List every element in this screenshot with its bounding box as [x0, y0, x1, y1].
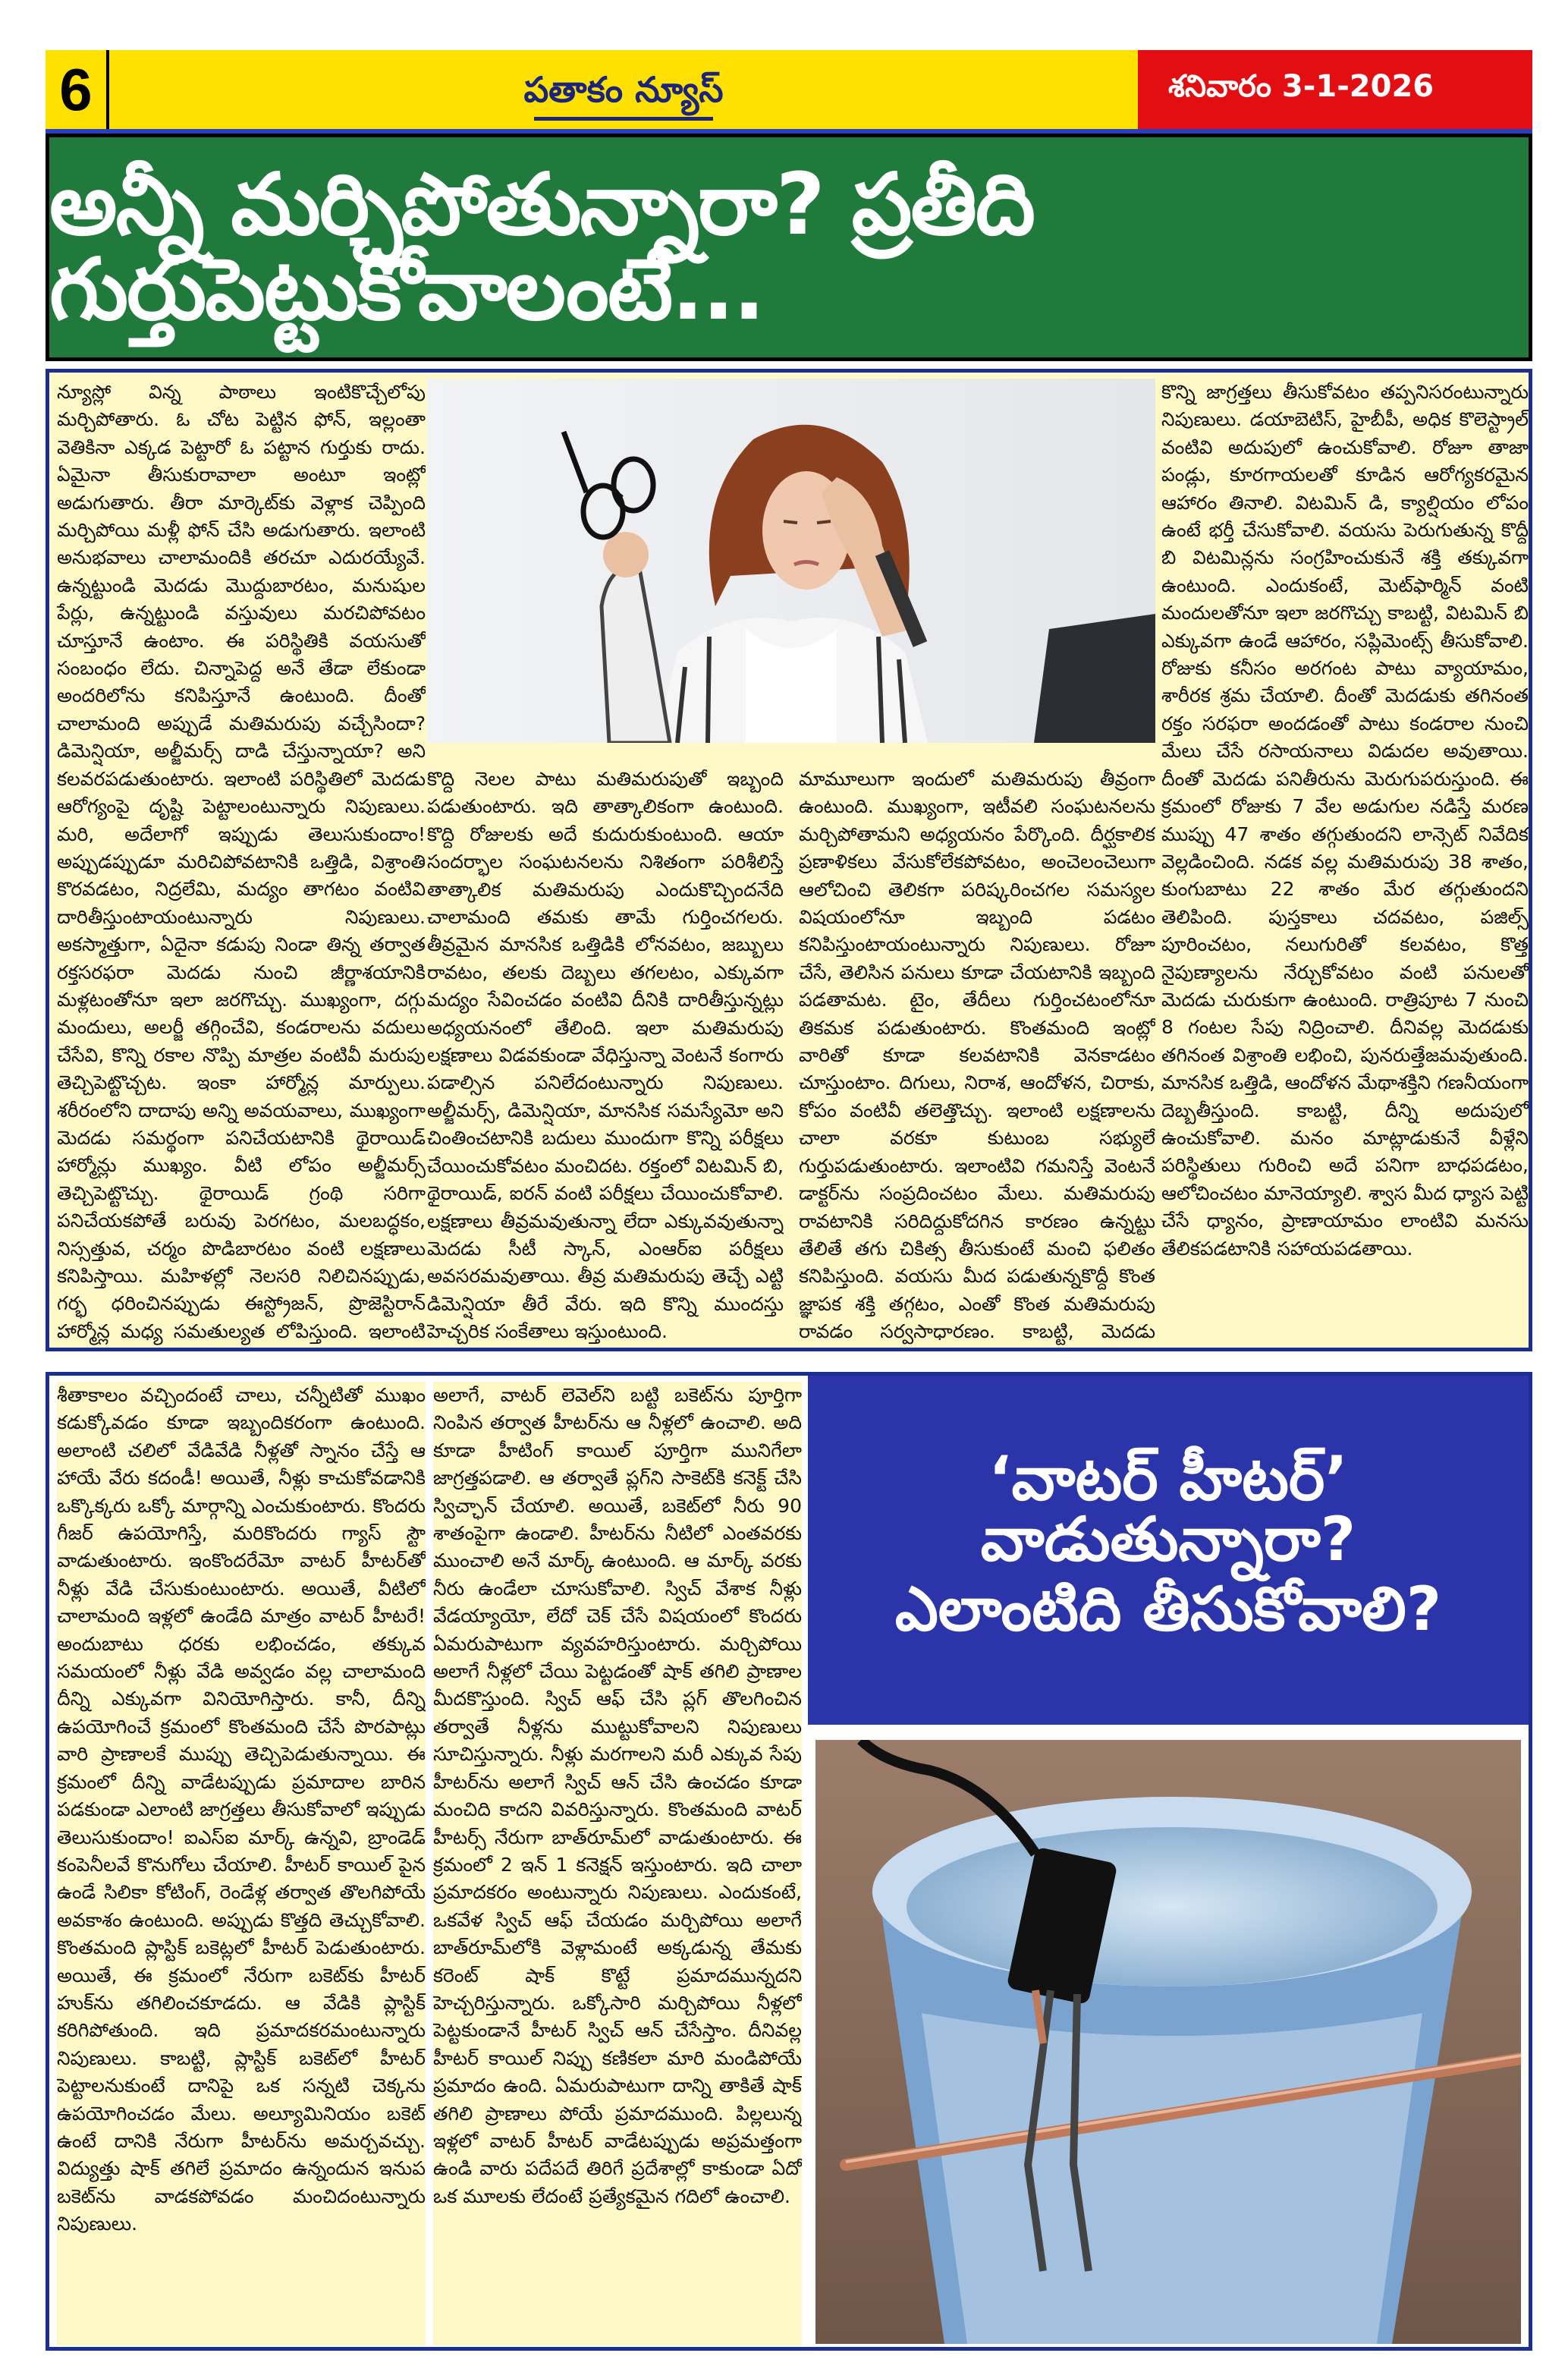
paper-name-band	[109, 50, 1138, 129]
main-headline-box	[46, 134, 1532, 361]
headline-line-2: ఎలాంటిది తీసుకోవాలి?	[894, 1574, 1442, 1644]
article-column-2: అలాగే, వాటర్ లెవెల్‌ని బట్టి బకెట్‌ను పూర్తిగా నింపిన తర్వాత హీటర్‌ను ఆ నీళ్లలో ఉంచాలి. అది కూడా హీటింగ్ కాయిల్ పూర్తిగా మునిగేలా జాగ్రత్తపడాలి. ఆ తర్వాతే ప్లగ్‌ని సాకెట్‌కి కనెక్ట్ చేసి స్విచ్ఛాన్ చేయాలి. అయితే, బకెట్‌లో నీరు 90 శాతంపైగా ఉండాలి. హీటర్‌ను నీటిలో ఎంతవరకు ముంచాలి అనే మార్క్ ఉంటుంది. ఆ మార్క్ వరకు నీరు ఉండేలా చూసుకోవాలి. స్విచ్ వేశాక నీళ్లు వేడయ్యాయో, లేదో చెక్ చేసే విషయంలో కొందరు ఏమరుపాటుగా వ్యవహరిస్తుంటారు. మర్చిపోయి అలాగే నీళ్లలో చేయి పెట్టడంతో షాక్ తగిలి ప్రాణాల మీదకొస్తుంది. స్విచ్ ఆఫ్ చేసి ప్లగ్ తొలగించిన తర్వాతే నీళ్లను ముట్టుకోవాలని నిపుణులు సూచిస్తున్నారు. నీళ్లు మరగాలని మరీ ఎక్కువ సేపు హీటర్‌ను అలాగే స్విచ్ ఆన్ చేసి ఉంచడం కూడా మంచిది కాదని వివరిస్తున్నారు. కొంతమంది వాటర్ హీటర్స్ నేరుగా బాత్‌రూమ్‌లో వాడుతుంటారు. ఈ క్రమంలో 2 ఇన్ 1 కనెక్షన్ ఇస్తుంటారు. ఇది చాలా ప్రమాదకరం అంటున్నారు నిపుణులు. ఎందుకంటే, ఒకవేళ స్విచ్ ఆఫ్ చేయడం మర్చిపోయి అలాగే బాత్‌రూమ్‌లోకి వెళ్లామంటే అక్కడున్న తేమకు కరెంట్ షాక్ కొట్టే ప్రమాదమున్నదని హెచ్చరిస్తున్నారు. ఒక్కోసారి మర్చిపోయి నీళ్లలో పెట్టకుండానే హీటర్ స్విచ్ ఆన్ చేసేస్తాం. దీనివల్ల హీటర్ కాయిల్ నిప్పు కణికలా మారి మండిపోయే ప్రమాదం ఉంది. ఏమరుపాటుగా దాన్ని తాకితే షాక్ తగిలి ప్రాణాలు పోయే ప్రమాదముంది. పిల్లలున్న ఇళ్లలో వాటర్ హీటర్ వాడేటప్పుడు అప్రమత్తంగా ఉండి వారు పదేపదే తిరిగే ప్రదేశాల్లో కాకుండా ఏదో ఒక మూలకు లేదంటే ప్రత్యేకమైన గదిలో ఉంచాలి.	[433, 1382, 802, 2345]
paper-name-underline	[534, 117, 713, 121]
masthead	[46, 50, 1532, 129]
water-heater-in-bucket-photo	[815, 1740, 1521, 2344]
page-number: 6	[46, 50, 109, 129]
article-column-3: మామూలుగా ఇందులో మతిమరుపు తీవ్రంగా ఉంటుంది. ముఖ్యంగా, ఇటీవలి సంఘటనలను మర్చిపోతామని అధ్యయనం పేర్కొంది. దీర్ఘకాలిక ప్రణాళికలు వేసుకోలేకపోవటం, అంచెలంచెలుగా ఆలోచించి తెలికగా పరిష్కరించగల సమస్యల విషయంలోనూ ఇబ్బంది పడటం కనిపిస్తుంటాయంటున్నారు నిపుణులు. రోజూ చేసే, తెలిసిన పనులు కూడా చేయటానికి ఇబ్బంది పడతామట. టైం, తేదీలు గుర్తించటంలోనూ తికమక పడుతుంటారు. కొంతమంది ఇంట్లో వారితో కూడా కలవటానికి వెనకాడటం చూస్తుంటాం. దిగులు, నిరాశ, ఆందోళన, చిరాకు, కోపం వంటివీ తలెత్తొచ్చు. ఇలాంటి లక్షణాలను చాలా వరకూ కుటుంబ సభ్యులే గుర్తుపడుతుంటారు. ఇలాంటివి గమనిస్తే వెంటనే డాక్టర్‌ను సంప్రదించటం మేలు. మతిమరుపు రావటానికి సరిదిద్దుకోదగిన కారణం ఉన్నట్టు తేలితే తగు చికిత్స తీసుకుంటే మంచి ఫలితం కనిపిస్తుంది. వయసు మీద పడుతున్నకొద్దీ కొంత జ్ఞాపక శక్తి తగ్గటం, ఎంతో కొంత మతిమరుపు రావడం సర్వసాధారణం. కాబట్టి, మెదడు	[799, 768, 1155, 1343]
article-column-4: కొన్ని జాగ్రత్తలు తీసుకోవటం తప్పనిసరంటున్నారు నిపుణులు. డయాబెటిస్, హైబీపీ, అధిక కొలెస్ట్రాల్ వంటివి అదుపులో ఉంచుకోవాలి. రోజూ తాజా పండ్లు, కూరగాయలతో కూడిన ఆరోగ్యకరమైన ఆహారం తినాలి. విటమిన్ డి, క్యాల్షియం లోపం ఉంటే భర్తీ చేసుకోవాలి. వయసు పెరుగుతున్న కొద్దీ బి విటమిన్లను సంగ్రహించుకునే శక్తి తక్కువగా ఉంటుంది. ఎందుకంటే, మెట్‌ఫార్మిన్ వంటి మందులతోనూ ఇలా జరగొచ్చు కాబట్టి, విటమిన్ బి ఎక్కువగా ఉండే ఆహారం, సప్లిమెంట్స్ తీసుకోవాలి. రోజుకు కనీసం అరగంట పాటు వ్యాయామం, శారీరక శ్రమ చేయాలి. దీంతో మెదడుకు తగినంత రక్తం సరఫరా అందడంతో పాటు కండరాల నుంచి మేలు చేసే రసాయనాలు విడుదల అవుతాయి. దీంతో మెదడు పనితీరును మెరుగుపరుస్తుంది. ఈ క్రమంలో రోజుకు 7 వేల అడుగుల నడిస్తే మరణ ముప్పు 47 శాతం తగ్గుతుందని లాన్సెట్ నివేదిక వెల్లడించింది. నడక వల్ల మతిమరుపు 38 శాతం, కుంగుబాటు 22 శాతం మేర తగ్గుతుందని తెలిపింది. పుస్తకాలు చదవటం, పజిల్స్ పూరించటం, నలుగురితో కలవటం, కొత్త నైపుణ్యాలను నేర్చుకోవటం వంటి పనులతో మెదడు చురుకుగా ఉంటుంది. రాత్రిపూట 7 నుంచి 8 గంటల సేపు నిద్రించాలి. దీనివల్ల మెదడుకు తగినంత విశ్రాంతి లభించి, పునరుత్తేజమవుతుంది. మానసిక ఒత్తిడి, ఆందోళన మేథాశక్తిని గణనీయంగా దెబ్బతీస్తుంది. కాబట్టి, దీన్ని అదుపులో ఉంచుకోవాలి. మనం మాట్లాడుకునే వీళ్లేని పరిస్థితులు గురించి అదే పనిగా బాధపడటం, ఆలోచించటం మానెయ్యాలి. శ్వాస మీద ధ్యాస పెట్టి చేసే ధ్యానం, ప్రాణాయామం లాంటివి మనసు తేలికపడటానికి సహాయపడతాయి.	[1161, 381, 1529, 1260]
memory-article	[46, 369, 1532, 1351]
headline-line-1: ‘వాటర్ హీటర్’ వాడుతున్నారా?	[980, 1443, 1356, 1574]
issue-date: శనివారం 3-1-2026	[1138, 50, 1532, 129]
article-column-1: శీతాకాలం వచ్చిందంటే చాలు, చన్నీటితో ముఖం కడుక్కోవడం కూడా ఇబ్బందికరంగా ఉంటుంది. అలాంటి చలిలో వేడివేడి నీళ్లతో స్నానం చేస్తే ఆ హాయే వేరు కదండీ! అయితే, నీళ్లు కాచుకోవడానికి ఒక్కొక్కరు ఒక్కో మార్గాన్ని ఎంచుకుంటారు. కొందరు గీజర్ ఉపయోగిస్తే, మరికొందరు గ్యాస్ స్టౌ వాడుతుంటారు. ఇంకొందరేమో వాటర్ హీటర్‌తో నీళ్లు వేడి చేసుకుంటుంటారు. అయితే, వీటిలో చాలామంది ఇళ్లలో ఉండేది మాత్రం వాటర్ హీటరే! అందుబాటు ధరకు లభించడం, తక్కువ సమయంలో నీళ్లు వేడి అవ్వడం వల్ల చాలామంది దీన్ని ఎక్కువగా వినియోగిస్తారు. కానీ, దీన్ని ఉపయోగించే క్రమంలో కొంతమంది చేసే పొరపాట్లు వారి ప్రాణాలకే ముప్పు తెచ్చిపెడుతున్నాయి. ఈ క్రమంలో దీన్ని వాడేటప్పుడు ప్రమాదాల బారిన పడకుండా ఎలాంటి జాగ్రత్తలు తీసుకోవాలో ఇప్పుడు తెలుసుకుందాం! ఐఎస్ఐ మార్క్ ఉన్నవి, బ్రాండెడ్ కంపెనీలవే కొనుగోలు చేయాలి. హీటర్ కాయిల్ పైన ఉండే సిలికా కోటింగ్, రెండేళ్ల తర్వాత తొలగిపోయే అవకాశం ఉంటుంది. అప్పుడు కొత్తది తెచ్చుకోవాలి. కొంతమంది ప్లాస్టిక్ బకెట్లలో హీటర్ పెడుతుంటారు. అయితే, ఈ క్రమంలో నేరుగా బకెట్‌కు హీటర్ హుక్‌ను తగిలించకూడదు. ఆ వేడికి ప్లాస్టిక్ కరిగిపోతుంది. ఇది ప్రమాదకరమంటున్నారు నిపుణులు. కాబట్టి, ప్లాస్టిక్ బకెట్‌లో హీటర్ పెట్టాలనుకుంటే దానిపై ఒక సన్నటి చెక్కను ఉపయోగించడం మేలు. అల్యూమినియం బకెట్ ఉంటే దానికి నేరుగా హీటర్‌ను అమర్చవచ్చు. విద్యుత్తు షాక్ తగిలే ప్రమాదం ఉన్నందున ఇనుప బకెట్‌ను వాడకపోవడం మంచిదంటున్నారు నిపుణులు.	[57, 1382, 426, 2345]
water-heater-article	[46, 1372, 1532, 2351]
main-headline: అన్నీ మర్చిపోతున్నారా? ప్రతీది గుర్తుపెట్టుకోవాలంటే...	[49, 156, 1035, 339]
article-column-1: న్యూస్లో విన్న పాఠాలు ఇంటికొచ్చేలోపు మర్చిపోతారు. ఓ చోట పెట్టిన ఫోన్, ఇల్లంతా వెతికినా ఎక్కడ పెట్టారో ఓ పట్టాన గుర్తుకు రాదు. ఏమైనా తీసుకురావాలా అంటూ ఇంట్లో అడుగుతారు. తీరా మార్కెట్‌కు వెళ్లాక చెప్పింది మర్చిపోయి మళ్లీ ఫోన్ చేసి అడుగుతారు. ఇలాంటి అనుభవాలు చాలామందికి తరచూ ఎదురయ్యేవే. ఉన్నట్టుండి మెదడు మొద్దుబారటం, మనుషుల పేర్లు, ఉన్నట్టుండి వస్తువులు మరచిపోవటం చూస్తూనే ఉంటాం. ఈ పరిస్థితికి వయసుతో సంబంధం లేదు. చిన్నాపెద్ద అనే తేడా లేకుండా అందరిలోను కనిపిస్తూనే ఉంటుంది. దీంతో చాలామంది అప్పుడే మతిమరుపు వచ్చేసిందా? డిమెన్షియా, అల్జీమర్స్ దాడి చేస్తున్నాయా? అని కలవరపడుతుంటారు. ఇలాంటి పరిస్థితిలో మెదడు ఆరోగ్యంపై దృష్టి పెట్టాలంటున్నారు నిపుణులు. మరి, అదేలాగో ఇప్పుడు తెలుసుకుందాం! అప్పుడప్పుడూ మరిచిపోవటానికి ఒత్తిడి, విశ్రాంతి కొరవడటం, నిద్రలేమి, మద్యం తాగటం వంటివి దారితీస్తుంటాయంటున్నారు నిపుణులు. అకస్మాత్తుగా, ఏదైనా కడుపు నిండా తిన్న తర్వాత రక్తసరఫరా మెదడు నుంచి జీర్ణాశయానికి మళ్లటంతోనూ ఇలా జరగొచ్చు. ముఖ్యంగా, దగ్గు మందులు, అలర్జీ తగ్గించేవి, కండరాలను వదులు చేసేవి, కొన్ని రకాల నొప్పి మాత్రల వంటివీ మరుపు తెచ్చిపెట్టొచ్చట. ఇంకా హార్మోన్ల మార్పులు. శరీరంలోని దాదాపు అన్ని అవయవాలు, ముఖ్యంగా మెదడు సమర్థంగా పనిచేయటానికి థైరాయిడ్ హార్మోన్లు ముఖ్యం. వీటి లోపం అల్జీమర్స్ తెచ్చిపెట్టొచ్చు. థైరాయిడ్ గ్రంథి సరిగా పనిచేయకపోతే బరువు పెరగటం, మలబద్ధకం, నిస్సత్తువ, చర్మం పొడిబారటం వంటి లక్షణాలు కనిపిస్తాయి. మహిళల్లో నెలసరి నిలిచినప్పుడు, గర్భ ధరించినప్పుడు ఈస్ట్రోజన్, ప్రొజెస్టిరాన్ హార్మోన్ల మధ్య సమతుల్యత లోపిస్తుంది. ఇలాంటి	[57, 381, 426, 1342]
photo-illustration	[815, 1740, 1521, 2344]
article-column-2: కొద్ది నెలల పాటు మతిమరుపుతో ఇబ్బంది పడుతుంటారు. ఇది తాత్కాలికంగా ఉంటుంది. కొద్ది రోజులకు అదే కుదురుకుంటుంది. ఆయా సందర్భాల సంఘటనలను నిశితంగా పరిశీలిస్తే తాత్కాలిక మతిమరుపు ఎందుకొచ్చిందనేది చాలామంది తమకు తామే గుర్తించగలరు. తీవ్రమైన మానసిక ఒత్తిడికి లోనవటం, జబ్బులు రావటం, తలకు దెబ్బలు తగలటం, ఎక్కువగా మద్యం సేవించడం వంటివి దీనికి దారితీస్తున్నట్లు అధ్యయనంలో తేలింది. ఇలా మతిమరుపు లక్షణాలు విడవకుండా వేధిస్తున్నా వెంటనే కంగారు పడాల్సిన పనిలేదంటున్నారు నిపుణులు. అల్జీమర్స్, డిమెన్షియా, మానసిక సమస్యేమో అని చింతించటానికి బదులు ముందుగా కొన్ని పరీక్షలు చేయించుకోవటం మంచిదట. రక్తంలో విటమిన్ బి, థైరాయిడ్, ఐరన్ వంటి పరీక్షలు చేయించుకోవాలి. లక్షణాలు తీవ్రమవుతున్నా లేదా ఎక్కువవుతున్నా మెదడు సీటీ స్కాన్, ఎంఆర్ఐ పరీక్షలు అవసరమవుతాయి. తీవ్ర మతిమరుపు తెచ్చే ఎట్టి డిమెన్షియా తీరే వేరు. ఇది కొన్ని ముందస్తు హెచ్చరిక సంకేతాలు ఇస్తుంటుంది.	[427, 768, 784, 1343]
photo-illustration	[427, 379, 1155, 743]
paper-name: పతాకం న్యూస్	[523, 69, 724, 110]
water-heater-headline-box	[808, 1376, 1529, 1725]
woman-holding-glasses-photo	[427, 379, 1155, 743]
